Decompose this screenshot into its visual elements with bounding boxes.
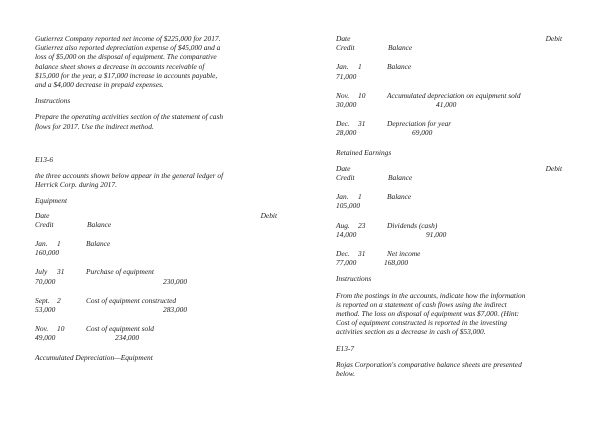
entry-amount: 14,000: [336, 229, 357, 239]
entry-description: Balance: [387, 62, 412, 72]
ledger-entry: [336, 249, 562, 267]
text-line: activities section as a decrease in cash of $53,000.: [336, 327, 486, 337]
exercise-intro: [35, 171, 297, 189]
balance-column-label: Balance: [388, 43, 413, 53]
entry-description: Purchase of equipment: [86, 267, 154, 277]
account-title: Equipment: [35, 196, 68, 206]
entry-description: Balance: [86, 239, 111, 249]
entry-description: Net income: [387, 249, 421, 259]
text-line: loss of $5,000 on the disposal of equipment. The comparative: [35, 52, 217, 62]
entry-balance: 91,000: [426, 229, 447, 239]
entry-amount: 30,000: [336, 100, 357, 110]
intro-paragraph: [35, 34, 297, 89]
ledger-entry: [336, 192, 562, 210]
entry-amount: 105,000: [336, 201, 361, 211]
entry-description: Accumulated depreciation on equipment sold: [387, 90, 521, 100]
entry-description: Dividends (cash): [387, 220, 438, 230]
entry-month: July: [35, 267, 48, 277]
ledger-entry: [336, 91, 562, 109]
left-column: [35, 34, 297, 362]
entry-day: 1: [358, 192, 362, 202]
ledger-entry: [35, 324, 297, 342]
text-line: is reported on a statement of cash flows using the indirect: [336, 299, 507, 309]
debit-column-label: Debit: [545, 34, 562, 43]
entry-description: Balance: [387, 192, 412, 202]
text-line: Prepare the operating activities section of the statement of cash: [35, 112, 224, 122]
ledger-subheader: [35, 220, 297, 229]
entry-day: 10: [358, 90, 366, 100]
debit-column-label: Debit: [545, 163, 562, 173]
ledger-entry: [336, 62, 562, 80]
entry-month: Nov.: [336, 90, 350, 100]
ledger-subheader: [336, 43, 562, 52]
entry-balance: 234,000: [115, 333, 140, 343]
entry-month: Jan.: [336, 62, 349, 72]
entry-day: 1: [358, 62, 362, 72]
entry-amount: 49,000: [35, 333, 56, 343]
text-line: $15,000 for the year, a $17,000 increase in accounts payable,: [35, 70, 218, 80]
text-line: balance sheet shows a decrease in accounts receivable of: [35, 61, 205, 71]
ledger-header: [336, 34, 562, 43]
text-line: and a $4,000 decrease in prepaid expenses.: [35, 80, 164, 90]
right-column: [336, 34, 562, 378]
ledger-header: [35, 211, 297, 220]
date-column-label: Date: [35, 210, 50, 220]
instructions-paragraph: [336, 291, 562, 337]
text-line: flows for 2017. Use the indirect method.: [35, 121, 154, 131]
text-line: Herrick Corp. during 2017.: [35, 180, 117, 190]
balance-column-label: Balance: [87, 219, 112, 229]
entry-description: Cost of equipment constructed: [86, 295, 177, 305]
entry-day: 10: [57, 324, 65, 334]
entry-day: 23: [358, 220, 366, 230]
text-line: the three accounts shown below appear in the general ledger of: [35, 171, 224, 181]
entry-month: Dec.: [336, 249, 350, 259]
entry-month: Dec.: [336, 119, 350, 129]
instructions-paragraph: [35, 112, 297, 130]
ledger-entry: [35, 296, 297, 314]
instructions-heading: Instructions: [35, 96, 71, 106]
entry-amount: 71,000: [336, 71, 357, 81]
entry-day: 2: [57, 295, 61, 305]
text-line: below.: [336, 369, 355, 379]
entry-amount: 70,000: [35, 276, 56, 286]
text-line: From the postings in the accounts, indicate how the information: [336, 290, 526, 300]
ledger-entry: [336, 221, 562, 239]
entry-balance: 69,000: [412, 128, 433, 138]
entry-amount: 28,000: [336, 128, 357, 138]
entry-month: Jan.: [35, 239, 48, 249]
entry-day: 31: [358, 119, 366, 129]
entry-amount: 77,000: [336, 258, 357, 268]
entry-month: Nov.: [35, 324, 49, 334]
account-title: Retained Earnings: [336, 147, 392, 157]
entry-description: Depreciation for year: [387, 119, 452, 129]
entry-day: 1: [57, 239, 61, 249]
text-line: method. The loss on disposal of equipment was $7,000. (Hint:: [336, 309, 520, 319]
date-column-label: Date: [336, 34, 351, 43]
debit-column-label: Debit: [260, 210, 277, 220]
exercise-label: E13-6: [35, 154, 54, 164]
exercise-label: E13-7: [336, 343, 355, 353]
entry-description: Cost of equipment sold: [86, 324, 154, 334]
next-account-title: Accumulated Depreciation—Equipment: [35, 352, 153, 362]
text-line: Cost of equipment constructed is reported in the investing: [336, 318, 507, 328]
entry-amount: 53,000: [35, 305, 56, 315]
ledger-entry: [336, 119, 562, 137]
exercise-intro: [336, 360, 562, 378]
entry-day: 31: [358, 249, 366, 259]
entry-balance: 283,000: [163, 305, 188, 315]
entry-amount: 160,000: [35, 248, 60, 258]
ledger-subheader: [336, 173, 562, 182]
text-line: Rojas Corporation's comparative balance sheets are presented: [336, 359, 522, 369]
credit-column-label: Credit: [35, 219, 54, 229]
entry-balance: 41,000: [436, 100, 457, 110]
entry-balance: 168,000: [384, 258, 409, 268]
text-line: Gutierrez Company reported net income of $225,000 for 2017.: [35, 34, 221, 43]
ledger-header: [336, 164, 562, 173]
ledger-entry: [35, 267, 297, 285]
text-line: Gutierrez also reported depreciation expense of $45,000 and a: [35, 43, 221, 53]
credit-column-label: Credit: [336, 173, 355, 183]
entry-month: Sept.: [35, 295, 50, 305]
instructions-heading: Instructions: [336, 274, 372, 284]
date-column-label: Date: [336, 163, 351, 173]
entry-balance: 230,000: [163, 276, 188, 286]
entry-month: Jan.: [336, 192, 349, 202]
entry-day: 31: [57, 267, 65, 277]
ledger-entry: [35, 239, 297, 257]
credit-column-label: Credit: [336, 43, 355, 53]
balance-column-label: Balance: [388, 173, 413, 183]
entry-month: Aug.: [336, 220, 350, 230]
